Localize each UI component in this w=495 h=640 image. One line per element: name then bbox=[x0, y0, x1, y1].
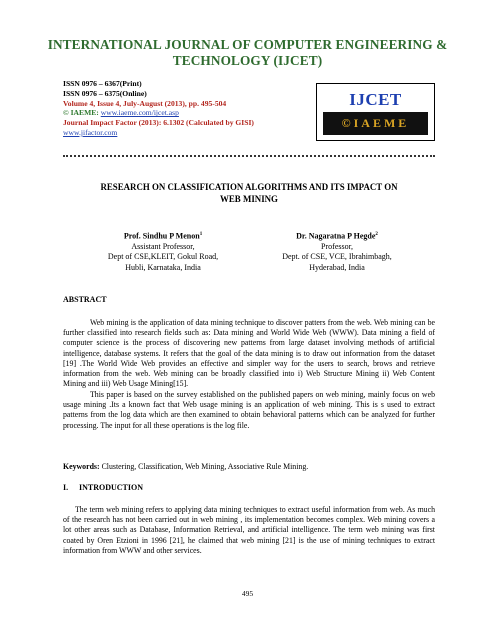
jifactor-link[interactable]: www.jifactor.com bbox=[63, 127, 118, 137]
author-affiliation-1: Dept of CSE,KLEIT, Gokul Road, bbox=[107, 252, 219, 262]
journal-title-line2: TECHNOLOGY (IJCET) bbox=[172, 52, 323, 68]
iaeme-label: © IAEME: bbox=[63, 108, 101, 118]
author-sup-1: 1 bbox=[199, 232, 203, 237]
iaeme-link[interactable]: www.iaeme.com/ijcet.asp bbox=[100, 108, 179, 118]
author-role-2: Professor, bbox=[321, 242, 353, 252]
volume-info: Volume 4, Issue 4, July-August (2013), pp. 495-504 bbox=[63, 98, 227, 108]
section-title: INTRODUCTION bbox=[79, 483, 144, 492]
introduction-heading bbox=[63, 483, 143, 492]
issn-print: ISSN 0976 – 6367(Print) bbox=[63, 79, 142, 88]
keywords-line bbox=[63, 462, 308, 471]
author-location-1: Hubli, Karnataka, India bbox=[125, 262, 201, 272]
ijcet-logo bbox=[316, 83, 435, 141]
journal-meta bbox=[63, 79, 254, 138]
author-role-1: Assistant Professor, bbox=[131, 242, 195, 252]
paper-title bbox=[58, 182, 440, 206]
abstract-paragraph-2: This paper is based on the survey established on the published papers on web mining, mainly focus on web usage mining .Its a known fact that Web usage mining is an application of web mining. This is s used to extract patterns from the log data which are then examined to obtain behavioral patterns which can be analyzed for further processing. The input for all these operations is the log file. bbox=[63, 390, 435, 430]
abstract-paragraph-1: Web mining is the application of data mining technique to discover patters from the web. Web mining can be further classified into research fields such as: Data mining and World Wide Web (WWW). Data mining a field of computer science is the process of discovering new patterns from large dataset involving methods of artificial intelligence, database systems. It refers that the goal of the data mining is to draw out information from the dataset [19] .The World Wide Web provides an effective and simpler way for the users to search, brows and retrieve information from the web. Web mining can be broadly classified into i) Web Structure Mining ii) Web Content Mining and iii) Web Usage Mining[15]. bbox=[63, 318, 435, 389]
author-name-1 bbox=[88, 230, 238, 242]
logo-ijcet-text: IJCET bbox=[349, 90, 402, 109]
author-name-2 bbox=[262, 230, 412, 242]
journal-title-line1: INTERNATIONAL JOURNAL OF COMPUTER ENGINEERING & bbox=[47, 37, 448, 52]
author-name-text-1: Prof. Sindhu P Menon bbox=[123, 231, 200, 241]
keywords-text: Clustering, Classification, Web Mining, Associative Rule Mining. bbox=[99, 462, 309, 471]
introduction-paragraph-1: The term web mining refers to applying data mining techniques to extract useful information from web. As much of the research has not been carried out in web mining , its implementation becomes complex. Web mining covers a lot other areas such as Database, Information Retrieval, and artificial intelligence. The term web mining was first coated by Oren Etzioni in 1996 [21], he claimed that web mining [21] is the use of mining techniques to extract information from WWW and other services. bbox=[63, 505, 435, 555]
author-block-1 bbox=[88, 230, 238, 273]
jifactor-line bbox=[63, 128, 254, 138]
author-block-2 bbox=[262, 230, 412, 273]
journal-title bbox=[40, 37, 455, 68]
paper-title-line1: RESEARCH ON CLASSIFICATION ALGORITHMS AND ITS IMPACT ON bbox=[100, 182, 398, 192]
issn-online: ISSN 0976 – 6375(Online) bbox=[63, 88, 147, 98]
dotted-divider bbox=[63, 155, 435, 157]
impact-factor: Journal Impact Factor (2013): 6.1302 (Calculated by GISI) bbox=[63, 118, 254, 128]
keywords-label: Keywords: bbox=[63, 462, 100, 471]
section-number: I. bbox=[63, 483, 69, 492]
iaeme-line bbox=[63, 108, 254, 118]
author-name-text-2: Dr. Nagaratna P Hegde bbox=[296, 231, 376, 241]
logo-iaeme-text: ©IAEME bbox=[323, 112, 428, 135]
paper-title-line2: WEB MINING bbox=[220, 193, 278, 204]
page-number: 495 bbox=[241, 589, 254, 598]
abstract-heading: ABSTRACT bbox=[63, 295, 107, 304]
author-location-2: Hyderabad, India bbox=[309, 262, 365, 272]
author-sup-2: 2 bbox=[375, 232, 378, 237]
author-affiliation-2: Dept. of CSE, VCE, Ibrahimbagh, bbox=[282, 252, 392, 262]
